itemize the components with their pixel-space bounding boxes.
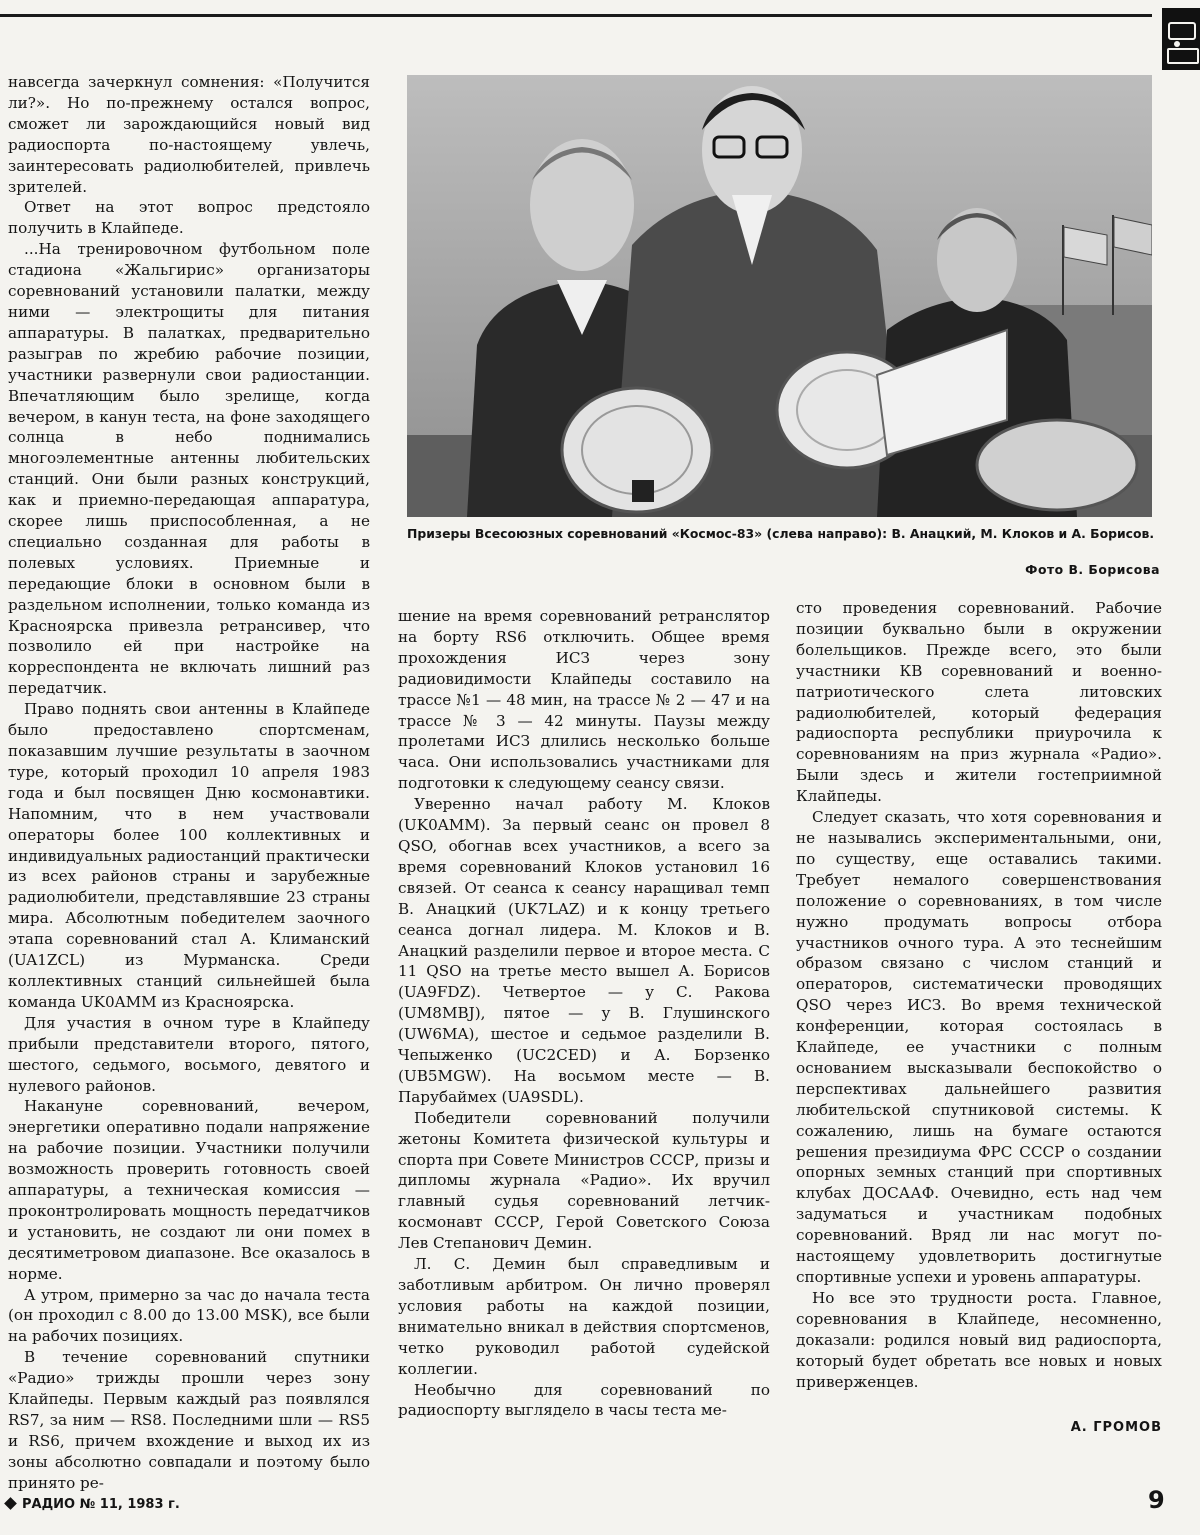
diamond-icon (4, 1497, 17, 1510)
page-number: 9 (1148, 1486, 1165, 1514)
page-footer (6, 1497, 180, 1512)
paragraph: Необычно для соревнований по радиоспорту выглядело в часы теста ме- (398, 1380, 770, 1420)
paragraph: А утром, примерно за час до начала теста (он проходил с 8.00 до 13.00 MSK), все были на рабочих позициях. (8, 1285, 370, 1346)
photo-credit: Фото В. Борисова (1025, 562, 1160, 577)
paragraph: Но все это трудности роста. Главное, соревнования в Клайпеде, несомненно, доказали: родился новый вид радиоспорта, который будет обретать все новых и новых приверженцев. (796, 1288, 1162, 1391)
paragraph: В течение соревнований спутники «Радио» трижды прошли через зону Клайпеды. Первым каждый раз появлялся RS7, за ним — RS8. Последними шли — RS5 и RS6, причем вхождение и выход их из зоны абсолютно совпадали и поэтому было принято ре- (8, 1348, 370, 1492)
paragraph: Следует сказать, что хотя соревнования и не назывались экспериментальными, они, по существу, еще оставались такими. Требует немалого совершенствования положение о соревнованиях, в том числе нужно продумать вопросы отбора участников очного тура. А это теснейшим образом связано с числом станций и операторов, систематически проводящих QSO через ИСЗ. Во время технической конференции, которая состоялась в Клайпеде, ее участники с полным основанием высказывали беспокойство о перспективах дальнейшего развития любительской спутниковой системы. К сожалению, лишь на бумаге остаются решения президиума ФРС СССР о создании опорных земных станций при спортивных клубах ДОСААФ. Очевидно, есть над чем задуматься и участникам подобных соревнований. Вряд ли нас могут по-настоящему удовлетворить достигнутые спортивные успехи и уровень аппаратуры. (796, 808, 1162, 1286)
paragraph: шение на время соревнований ретранслятор на борту RS6 отключить. Общее время прохождения ИСЗ через зону радиовидимости Клайпеды составило на трассе №1 — 48 мин, на трассе № 2 — 47 и на трассе № 3 — 42 минуты. Паузы между пролетами ИСЗ длились несколько больше часа. Они использовались участниками для подготовки к следующему сеансу связи. (398, 607, 770, 793)
column-left (8, 72, 370, 1494)
paragraph: сто проведения соревнований. Рабочие позиции буквально были в окружении болельщиков. Прежде всего, это были участники КВ соревнований и военно-патриотического слета литовских радиолюбителей, который федерация радиоспорта республики приурочила к соревнованиям на приз журнала «Радио». Были здесь и жители гостеприимной Клайпеды. (796, 599, 1162, 806)
winners-photo (407, 75, 1152, 517)
paragraph: Право поднять свои антенны в Клайпеде было предоставлено спортсменам, показавшим лучшие результаты в заочном туре, который проходил 10 апреля 1983 года и был посвящен Дню космонавтики. Напомним, что в нем участвовали операторы более 100 коллективных и индивидуальных радиостанций практически из всех районов страны и зарубежные радиолюбители, представлявшие 23 страны мира. Абсолютным победителем заочного этапа соревнований стал А. Климанский (UA1ZCL) из Мурманска. Среди коллективных станций сильнейшей была команда UK0AMM из Красноярска. (8, 700, 370, 1011)
paragraph: ...На тренировочном футбольном поле стадиона «Жальгирис» организаторы соревнований установили палатки, между ними — электрощиты для питания аппаратуры. В палатках, предварительно разыграв по жребию рабочие позиции, участники развернули свои радиостанции. Впечатляющим было зрелище, когда вечером, в канун теста, на фоне заходящего солнца в небо поднимались многоэлементные антенны любительских станций. Они были разных конструкций, как и приемно-передающая аппаратура, скорее лишь приспособленная, а не специально созданная для работы в полевых условиях. Приемные и передающие блоки в основном были в раздельном исполнении, только команда из Красноярска привезла ретрансивер, что позволило ей при настройке на корреспондента не включать лишний раз передатчик. (8, 240, 370, 698)
column-right (796, 598, 1162, 1392)
paragraph: навсегда зачеркнул сомнения: «Получится ли?». Но по-прежнему остался вопрос, сможет ли зарождающийся новый вид радиоспорта по-настоящему увлечь, заинтересовать радиолюбителей, привлечь зрителей. (8, 73, 370, 196)
paragraph: Ответ на этот вопрос предстояло получить в Клайпеде. (8, 198, 370, 238)
photo-caption: Призеры Всесоюзных соревнований «Космос-83» (слева направо): В. Анацкий, М. Клоков и А. Борисов. (407, 526, 1155, 541)
paragraph: Л. С. Демин был справедливым и заботливым арбитром. Он лично проверял условия работы на каждой позиции, внимательно вникал в действия спортсменов, четко руководил работой судейской коллегии. (398, 1255, 770, 1378)
paragraph: Уверенно начал работу М. Клоков (UK0AMM). За первый сеанс он провел 8 QSO, обогнав всех участников, а всего за время соревнований Клоков установил 16 связей. От сеанса к сеансу наращивал темп В. Анацкий (UK7LAZ) и к концу третьего сеанса догнал лидера. М. Клоков и В. Анацкий разделили первое и второе места. С 11 QSO на третье место вышел А. Борисов (UA9FDZ). Четвертое — у С. Ракова (UM8MBJ), пятое — у В. Глушинского (UW6MA), шестое и седьмое разделили В. Чепыженко (UC2CED) и А. Борзенко (UB5MGW). На восьмом месте — В. Парубаймех (UA9SDL). (398, 795, 770, 1106)
paragraph: Для участия в очном туре в Клайпеду прибыли представители второго, пятого, шестого, седьмого, восьмого, девятого и нулевого районов. (8, 1013, 370, 1095)
top-rule (0, 14, 1152, 17)
column-middle (398, 606, 770, 1421)
paragraph: Накануне соревнований, вечером, энергетики оперативно подали напряжение на рабочие позиции. Участники получили возможность проверить готовность своей аппаратуры, а техническая комиссия — проконтролировать мощность передатчиков и установить, не создают ли они помех в десятиметровом диапазоне. Все оказалось в норме. (8, 1097, 370, 1283)
section-emblem-icon (1162, 8, 1200, 70)
paragraph: Победители соревнований получили жетоны Комитета физической культуры и спорта при Совете Министров СССР, призы и дипломы журнала «Радио». Их вручил главный судья соревнований летчик-космонавт СССР, Герой Советского Союза Лев Степанович Демин. (398, 1108, 770, 1253)
issue-label: РАДИО № 11, 1983 г. (22, 1497, 180, 1512)
article-author: А. ГРОМОВ (1070, 1420, 1162, 1435)
